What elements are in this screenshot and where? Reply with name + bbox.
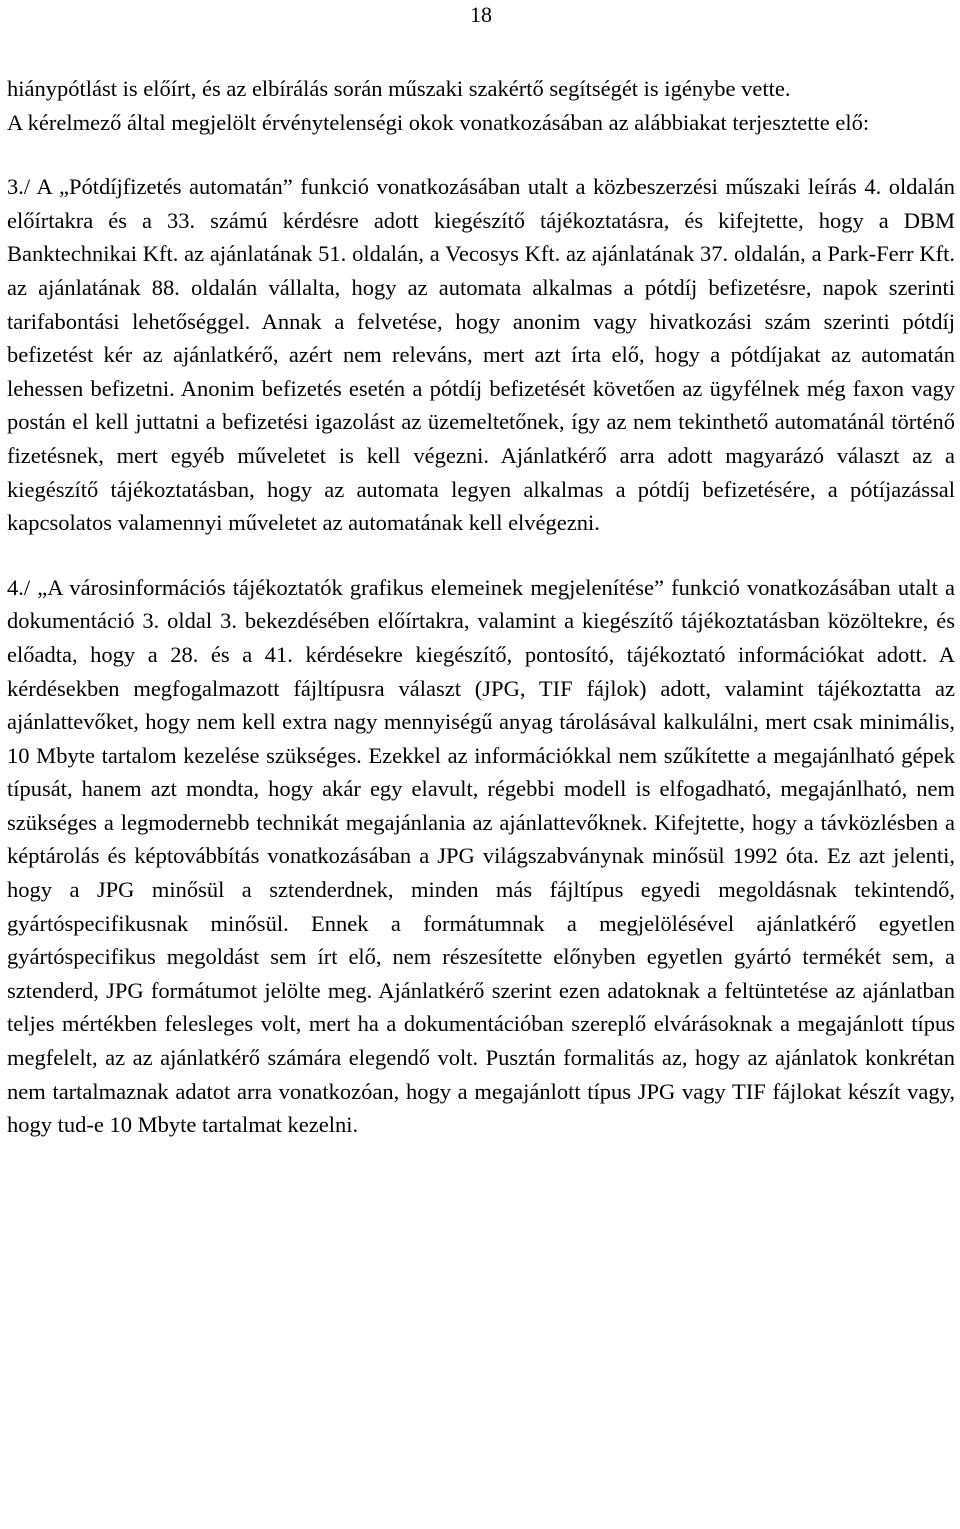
paragraph-point-3: 3./ A „Pótdíjfizetés automatán” funkció vonatkozásában utalt a közbeszerzési műszaki leírás 4. oldalán előírtakra és a 33. számú kérdésre adott kiegészítő tájékoztatásra, és kifejtette, hogy a DBM Banktechnikai Kft. az ajánlatának 51. oldalán, a Vecosys Kft. az ajánlatának 37. oldalán, a Park-Ferr Kft. az ajánlatának 88. oldalán vállalta, hogy az automata alkalmas a pótdíj befizetésre, napok szerinti tarifabontási lehetőséggel. Annak a felvetése, hogy anonim vagy hivatkozási szám szerinti pótdíj befizetést kér az ajánlatkérő, azért nem releváns, mert azt írta elő, hogy a pótdíjakat az automatán lehessen befizetni. Anonim befizetés esetén a pótdíj befizetését követően az ügyfélnek még faxon vagy postán el kell juttatni a befizetési igazolást az üzemeltetőnek, így az nem tekinthető automatánál történő fizetésnek, mert egyéb műveletet is kell végezni. Ajánlatkérő arra adott magyarázó választ az a kiegészítő tájékoztatásban, hogy az automata legyen alkalmas a pótdíj befizetésére, a pótíjazással kapcsolatos valamennyi műveletet az automatának kell elvégezni. — [7, 174, 955, 536]
document-body — [7, 72, 955, 1142]
paragraph-intro: hiánypótlást is előírt, és az elbírálás során műszaki szakértő segítségét is igénybe vette. — [7, 76, 791, 101]
page-number: 18 — [470, 2, 492, 27]
paragraph-point-4: 4./ „A városinformációs tájékoztatók grafikus elemeinek megjelenítése” funkció vonatkozásában utalt a dokumentáció 3. oldal 3. bekezdésében előírtakra, valamint a kiegészítő tájékoztatásban közöltekre, és előadta, hogy a 28. és a 41. kérdésekre kiegészítő, pontosító, tájékoztató információkat adott. A kérdésekben megfogalmazott fájltípusra választ (JPG, TIF fájlok) adott, valamint tájékoztatta az ajánlattevőket, hogy nem kell extra nagy mennyiségű anyag tárolásával kalkulálni, mert csak minimális, 10 Mbyte tartalom kezelése szükséges. Ezekkel az információkkal nem szűkítette a megajánlható gépek típusát, hanem azt mondta, hogy akár egy elavult, régebbi modell is elfogadható, megajánlható, nem szükséges a legmodernebb technikát megajánlania az ajánlattevőknek. Kifejtette, hogy a távközlésben a képtárolás és képtovábbítás vonatkozásában a JPG világszabványnak minősül 1992 óta. Ez azt jelenti, hogy a JPG minősül a sztenderdnek, minden más fájltípus egyedi megoldásnak tekintendő, gyártóspecifikusnak minősül. Ennek a formátumnak a megjelölésével ajánlatkérő egyetlen gyártóspecifikus megoldást sem írt elő, nem részesítette előnyben egyetlen gyártó termékét sem, a sztenderd, JPG formátumot jelölte meg. Ajánlatkérő szerint ezen adatoknak a feltüntetése az ajánlatban teljes mértékben felesleges volt, mert ha a dokumentációban szereplő elvárásoknak a megajánlott típus megfelelt, az az ajánlatkérő számára elegendő volt. Pusztán formalitás az, hogy az ajánlatok konkrétan nem tartalmaznak adatot arra vonatkozóan, hogy a megajánlott típus JPG vagy TIF fájlokat készít vagy, hogy tud-e 10 Mbyte tartalmat kezelni. — [7, 574, 955, 1138]
paragraph-objections-lead: A kérelmező által megjelölt érvénytelenségi okok vonatkozásában az alábbiakat terjesztette elő: — [7, 109, 870, 135]
